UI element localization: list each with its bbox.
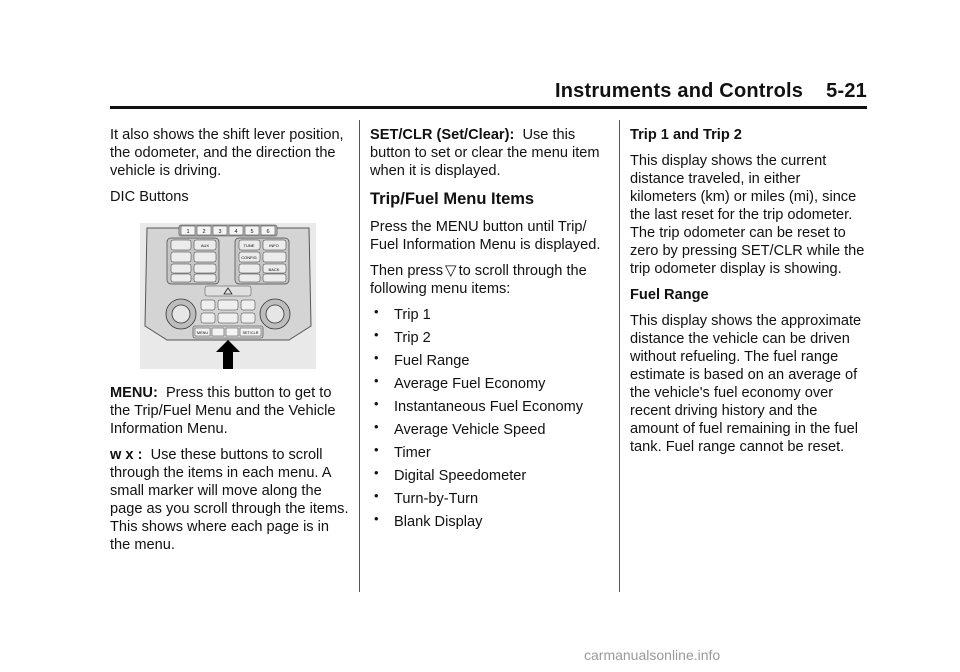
- menu-button-description: [110, 384, 350, 438]
- list-item: • Digital Speedometer: [370, 467, 608, 485]
- back-label: BACK: [268, 267, 280, 272]
- scroll-down-icon: ▽: [445, 262, 457, 279]
- info-label: INFO: [269, 243, 279, 248]
- preset-6-label: 6: [266, 229, 270, 235]
- column-divider-1: [359, 120, 360, 592]
- then-press-paragraph: [370, 262, 608, 298]
- scroll-buttons-icon: w x: [110, 447, 134, 463]
- fuel-range-paragraph: This display shows the approximate distance the vehicle can be driven without refueling. The fuel range estimate is based on an average of the vehicle's fuel economy over recent driving history and the amount of fuel remaining in the fuel tank. Fuel range cannot be reset.: [630, 313, 862, 455]
- preset-2-label: 2: [202, 229, 206, 235]
- dic-scroll-down-button: [226, 328, 238, 336]
- list-item: • Trip 1: [370, 306, 608, 324]
- preset-3-label: 3: [218, 229, 222, 235]
- preset-1-label: 1: [186, 229, 190, 235]
- dic-menu-button-label: MENU: [196, 331, 209, 335]
- trip-heading: Trip 1 and Trip 2: [630, 127, 742, 143]
- setclr-description: [370, 126, 608, 180]
- setclr-term: SET/CLR (Set/Clear):: [370, 127, 515, 143]
- list-item: • Average Vehicle Speed: [370, 421, 608, 439]
- list-item: • Fuel Range: [370, 352, 608, 370]
- header-title: [555, 80, 867, 103]
- aux-label: AUX: [200, 243, 210, 248]
- header-page-number: 5-21: [826, 80, 867, 102]
- header-section: Instruments and Controls: [554, 80, 804, 102]
- preset-4-label: 4: [234, 229, 238, 235]
- tune-label: TUNE: [243, 243, 255, 248]
- list-item: • Average Fuel Economy: [370, 375, 608, 393]
- intro-paragraph: It also shows the shift lever position, the odometer, and the direction the vehicle is driving.: [110, 127, 344, 179]
- menu-button-text: Press this button to get to the Trip/Fuel Menu and the Vehicle Information Menu.: [110, 385, 336, 437]
- column-3: [630, 126, 868, 464]
- preset-5-label: 5: [250, 229, 254, 235]
- list-item: • Blank Display: [370, 513, 608, 531]
- dic-buttons-heading: DIC Buttons: [110, 189, 189, 205]
- trip-paragraph: This display shows the current distance traveled, in either kilometers (km) or miles (mi), since the last reset for the trip odometer. The trip odometer can be reset to zero by pressing SET/CLR while the trip odometer display is showing.: [630, 153, 865, 277]
- dic-buttons-figure: [139, 222, 317, 370]
- list-item: • Turn-by-Turn: [370, 490, 608, 508]
- column-1: [110, 126, 350, 562]
- setclr-text: Use this button to set or clear the menu item when it is displayed.: [370, 127, 600, 179]
- dic-set-clear-button-label: SET/CLR: [242, 331, 259, 335]
- trip-fuel-menu-heading: Trip/Fuel Menu Items: [370, 190, 535, 208]
- list-item: • Timer: [370, 444, 608, 462]
- fuel-range-heading: Fuel Range: [630, 287, 709, 303]
- list-item: • Trip 2: [370, 329, 608, 347]
- scroll-buttons-description: [110, 446, 350, 554]
- trip-fuel-menu-list: [370, 306, 608, 531]
- column-divider-2: [619, 120, 620, 592]
- scroll-buttons-colon: :: [137, 447, 143, 463]
- page-header: [110, 78, 867, 108]
- scroll-buttons-text: Use these buttons to scroll through the items in each menu. A small marker will move along the page as you scroll through the items. This shows where each page is in the menu.: [110, 447, 349, 553]
- center-stack-illustration: [139, 222, 317, 370]
- then-press-text: Then press: [370, 263, 444, 279]
- menu-button-term: MENU:: [110, 385, 158, 401]
- dic-scroll-up-button: [212, 328, 224, 336]
- then-press-rest: to scroll through the following menu items:: [370, 263, 587, 297]
- press-menu-paragraph: Press the MENU button until Trip/ Fuel Information Menu is displayed.: [370, 219, 601, 253]
- watermark: carmanualsonline.info: [584, 647, 721, 663]
- config-label: CONFIG: [241, 255, 257, 260]
- column-2: [370, 126, 608, 536]
- list-item: • Instantaneous Fuel Economy: [370, 398, 608, 416]
- header-rule: [110, 106, 867, 109]
